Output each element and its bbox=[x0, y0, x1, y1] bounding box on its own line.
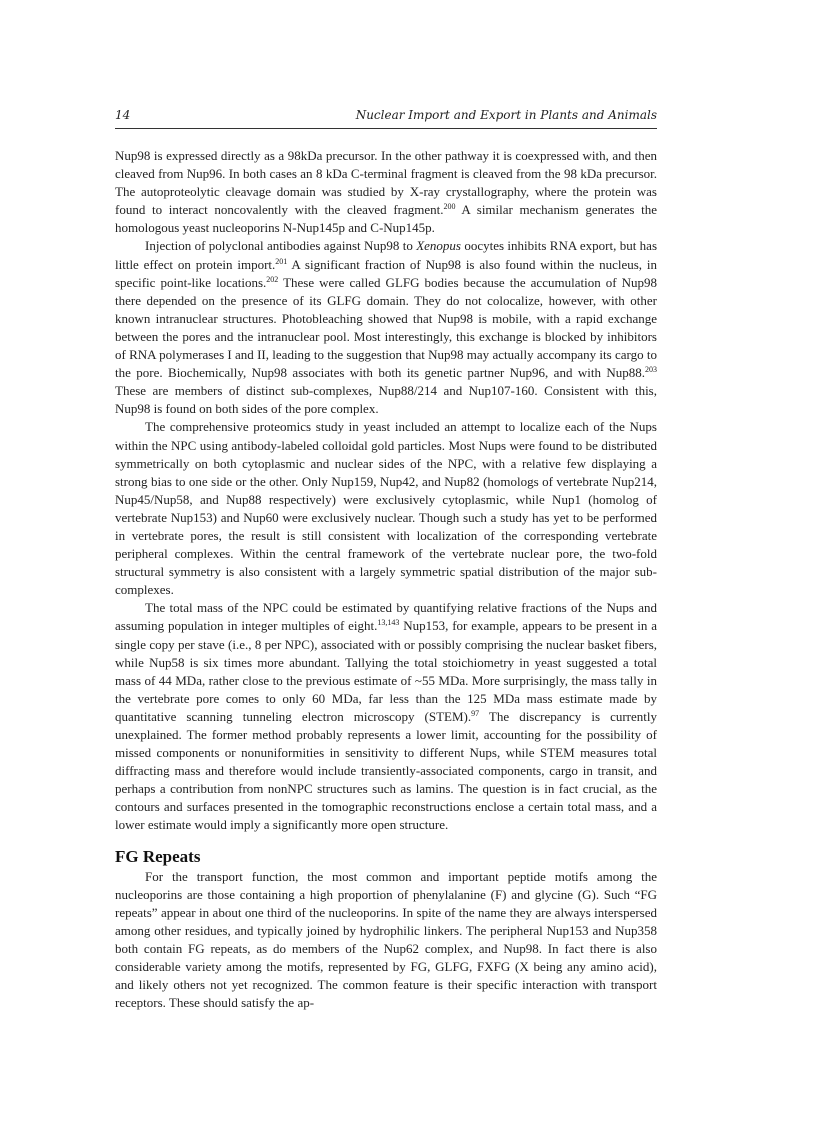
paragraph-4 bbox=[115, 599, 657, 834]
species-name: Xenopus bbox=[416, 238, 461, 254]
citation-ref: 201 bbox=[275, 256, 288, 266]
paragraph-text: The total mass of the NPC could be estimated by quantifying relative fractions of the Nups and assuming population in integer multiples of eight. bbox=[115, 600, 657, 634]
body-text bbox=[115, 147, 657, 1012]
running-title: Nuclear Import and Export in Plants and Animals bbox=[355, 108, 657, 122]
page-number: 14 bbox=[115, 108, 131, 122]
paragraph-text: A significant fraction of Nup98 is also found within the nucleus, in specific point-like locations. bbox=[115, 256, 657, 290]
citation-ref: 97 bbox=[471, 708, 480, 718]
running-header bbox=[115, 108, 657, 122]
citation-ref: 203 bbox=[645, 365, 657, 375]
citation-ref: 13,143 bbox=[377, 618, 400, 628]
paragraph-text: Nup153, for example, appears to be present in a single copy per stave (i.e., 8 per NPC), associated with or possibly comprising the nuclear basket fibers, while Nup58 is six times more abundant. Tallying the total stoichiometry in yeast suggested a total mass of 44 MDa, rather close to the previous estimate of ~55 MDa. More surprisingly, the mass tally in the vertebrate pore comes to only 60 MDa, far less than the 125 MDa mass estimate made by quantitative scanning tunneling electron microscopy (STEM). bbox=[115, 618, 657, 724]
citation-ref: 200 bbox=[443, 202, 456, 212]
paragraph-5: For the transport function, the most common and important peptide motifs among the nucleoporins are those containing a high proportion of phenylalanine (F) and glycine (G). Such “FG repeats” appear in about one third of the nucleoporins. In spite of the name they are always interspersed among other residues, and typically joined by hydrophilic linkers. The peripheral Nup153 and Nup358 both contain FG repeats, as do members of the Nup62 complex, and Nup98. In fact there is also considerable variety among the motifs, represented by FG, GLFG, FXFG (X being any amino acid), and likely others not yet recognized. The common feature is their specific interaction with transport receptors. These should satisfy the ap- bbox=[115, 868, 657, 1011]
paragraph-2 bbox=[115, 237, 657, 418]
paragraph-text: The discrepancy is currently unexplained. The former method probably represents a lower limit, accounting for the possibility of missed components or nonuniformities in sensitivity to different Nups, while STEM measures total diffracting mass and therefore would include transiently-associated components, cargo in transit, and perhaps a contribution from nonNPC structures such as lamins. The question is in fact crucial, as the contours and surfaces presented in the tomographic reconstructions enclose a certain total mass, and a lower estimate would imply a significantly more open structure. bbox=[115, 708, 657, 833]
paragraph-3: The comprehensive proteomics study in yeast included an attempt to localize each of the Nups within the NPC using antibody-labeled colloidal gold particles. Most Nups were found to be distributed symmetrically on both cytoplasmic and nuclear sides of the NPC, with a relative few displaying a strong bias to one side or the other. Only Nup159, Nup42, and Nup82 (homologs of vertebrate Nup214, Nup45/Nup58, and Nup88 respectively) were exclusively cytoplasmic, while Nup1 (homolog of vertebrate Nup153) and Nup60 were exclusively nuclear. Though such a study has yet to be performed in vertebrate pores, the result is still consistent with localization of the corresponding vertebrate peripheral complexes. Within the central framework of the vertebrate nuclear pore, the two-fold structural symmetry is also consistent with a largely symmetric spatial distribution of the major sub-complexes. bbox=[115, 419, 657, 598]
paragraph-text: Nup98 is expressed directly as a 98kDa precursor. In the other pathway it is coexpressed with, and then cleaved from Nup96. In both cases an 8 kDa C-terminal fragment is cleaved from the 98 kDa precursor. The autoproteolytic cleavage domain was studied by X-ray crystallography, where the protein was found to interact noncovalently with the cleaved fragment. bbox=[115, 148, 657, 218]
paragraph-text: These were called GLFG bodies because the accumulation of Nup98 there depended on the presence of its GLFG domain. They do not colocalize, however, with other known intranuclear structures. Photobleaching showed that Nup98 is mobile, with a rapid exchange between the pores and the intranuclear pool. Most interestingly, this exchange is blocked by inhibitors of RNA polymerases I and II, leading to the suggestion that Nup98 may actually accompany its cargo to the pore. Biochemically, Nup98 associates with both its genetic partner Nup96, and with Nup88. bbox=[115, 274, 658, 381]
paragraph-text: These are members of distinct sub-complexes, Nup88/214 and Nup107-160. Consistent with this, Nup98 is found on both sides of the pore complex. bbox=[115, 383, 657, 417]
paragraph-text: A similar mechanism generates the homologous yeast nucleoporins N-Nup145p and C-Nup145p. bbox=[115, 202, 657, 236]
paragraph-1 bbox=[115, 147, 657, 237]
header-rule bbox=[115, 128, 657, 129]
paragraph-text: oocytes inhibits RNA export, but has little effect on protein import. bbox=[115, 238, 657, 272]
section-heading: FG Repeats bbox=[115, 846, 201, 866]
citation-ref: 202 bbox=[266, 274, 279, 284]
paragraph-text: Injection of polyclonal antibodies against Nup98 to bbox=[145, 238, 417, 254]
